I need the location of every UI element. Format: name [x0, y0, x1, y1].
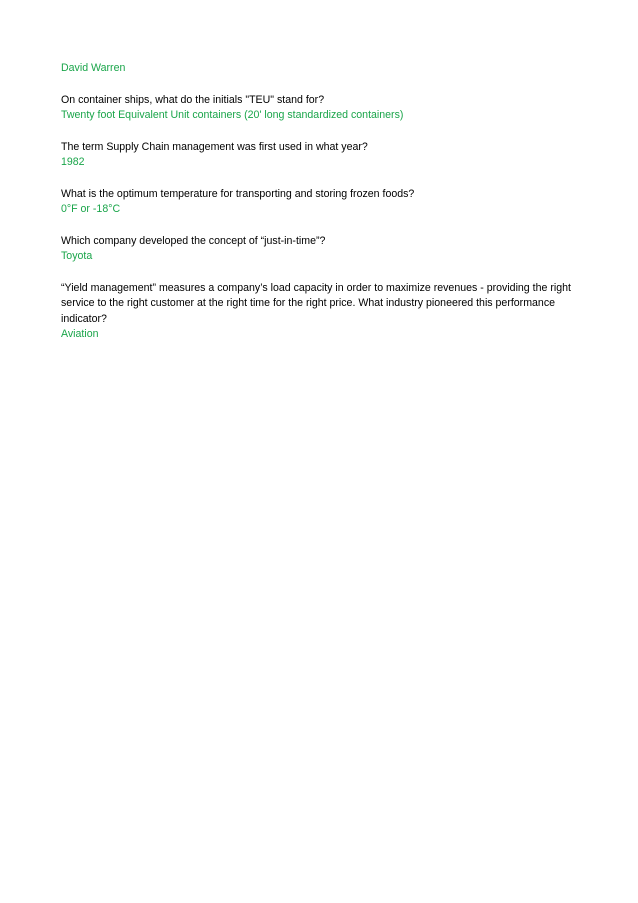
question-text: Which company developed the concept of “just-in-time”?	[61, 234, 326, 247]
answer-text: 1982	[61, 156, 85, 168]
answer-text: Toyota	[61, 250, 93, 262]
qa-item-frozen-food-temperature	[61, 187, 581, 218]
qa-item-yield-management	[61, 281, 581, 343]
question-text: On container ships, what do the initials "TEU" stand for?	[61, 93, 325, 106]
answer-text: Twenty foot Equivalent Unit containers (20' long standardized containers)	[61, 109, 404, 121]
question-text: “Yield management” measures a company’s load capacity in order to maximize revenues - providing the right service to the right customer at the right time for the right price. What industry pioneered this performance indicator?	[61, 281, 571, 325]
author-name: David Warren	[61, 62, 126, 74]
document-page	[61, 61, 581, 359]
answer-text: Aviation	[61, 328, 99, 340]
qa-item-supply-chain-year	[61, 140, 581, 171]
qa-item-teu	[61, 93, 581, 124]
question-text: What is the optimum temperature for transporting and storing frozen foods?	[61, 187, 415, 200]
question-text: The term Supply Chain management was first used in what year?	[61, 140, 368, 153]
answer-text: 0°F or -18°C	[61, 203, 121, 215]
qa-item-just-in-time	[61, 234, 581, 265]
